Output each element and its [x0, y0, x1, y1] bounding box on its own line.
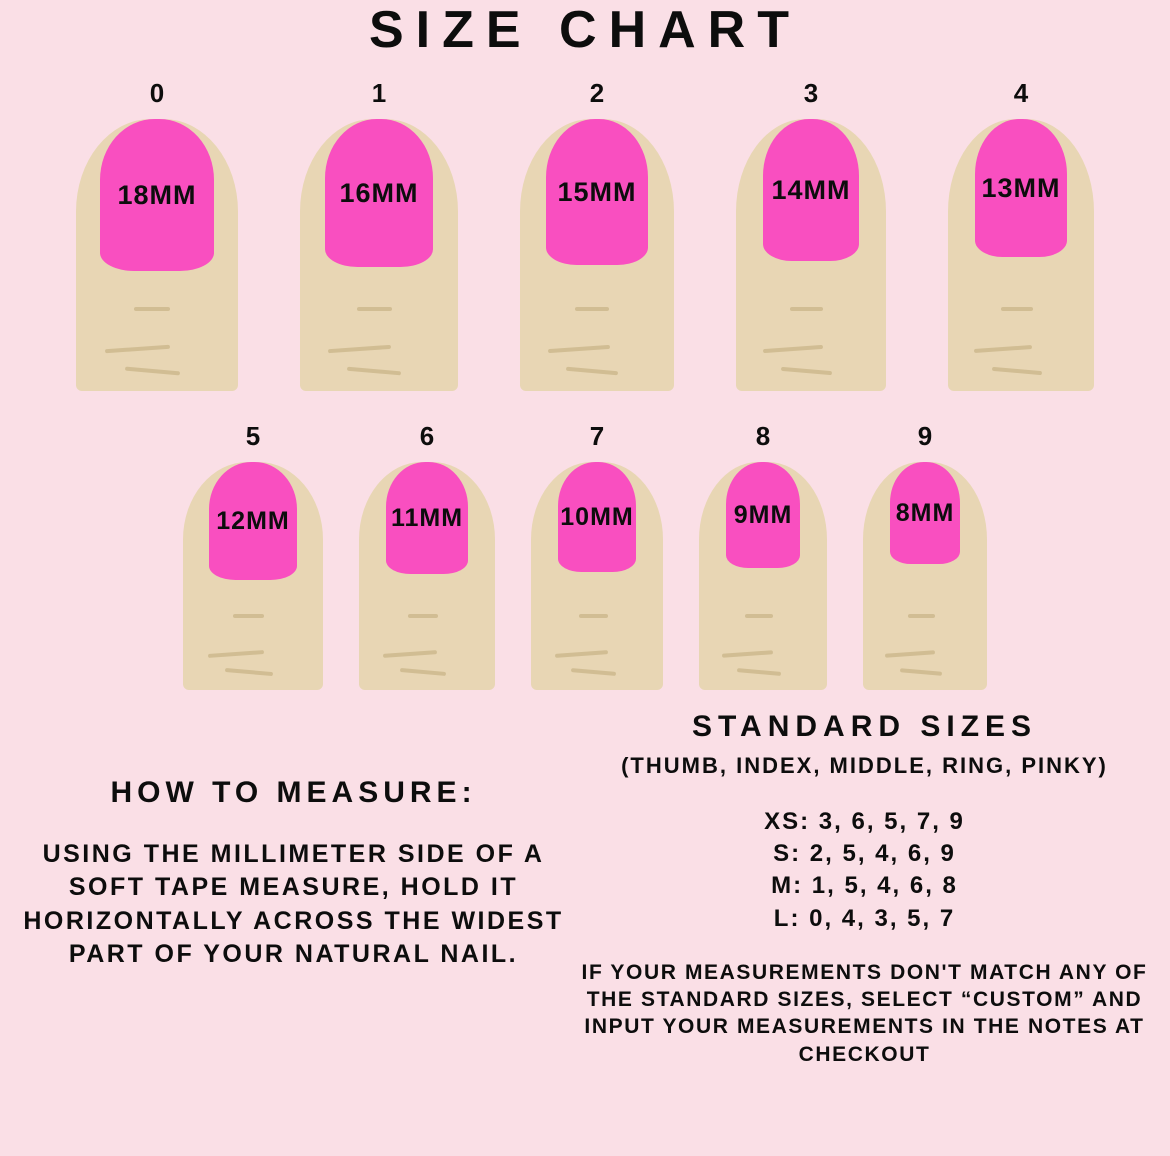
nail-size-row-bottom [0, 421, 1170, 690]
nail-measurement: 10MM [560, 502, 634, 531]
nail-plate [325, 119, 433, 267]
nail-measurement: 18MM [117, 179, 197, 210]
size-label: 2 [589, 78, 605, 108]
finger-illustration [183, 462, 323, 690]
nail-measurement: 14MM [771, 174, 851, 205]
size-label: 4 [1013, 78, 1029, 108]
nail-plate [890, 462, 960, 564]
nail-plate [100, 119, 214, 271]
nail-measurement: 11MM [390, 503, 464, 532]
finger-illustration [359, 462, 495, 690]
standard-size-entry-m: M: 1, 5, 4, 6, 8 [771, 872, 958, 900]
finger-illustration [736, 119, 886, 391]
nail-measurement: 16MM [339, 177, 419, 208]
nail-size-5 [183, 421, 323, 690]
finger-illustration [531, 462, 663, 690]
size-label: 6 [419, 421, 435, 451]
page-title: SIZE CHART [369, 1, 801, 59]
custom-size-note: IF YOUR MEASUREMENTS DON'T MATCH ANY OF THE STANDARD SIZES, SELECT “CUSTOM” AND INPUT YOUR MEASUREMENTS IN THE NOTES AT CHECKOUT [581, 960, 1148, 1066]
nail-size-0 [76, 78, 238, 391]
nail-measurement: 12MM [216, 506, 290, 535]
nail-plate [386, 462, 468, 574]
bottom-info-section [0, 708, 1170, 1068]
standard-size-entry-l: L: 0, 4, 3, 5, 7 [773, 904, 956, 932]
nail-measurement: 9MM [733, 500, 793, 529]
standard-sizes-heading: STANDARD SIZES [691, 710, 1038, 743]
nail-plate [546, 119, 648, 265]
size-label: 7 [589, 421, 605, 451]
nail-size-4 [948, 78, 1094, 391]
finger-illustration [948, 119, 1094, 391]
nail-size-row-top [0, 78, 1170, 391]
finger-illustration [76, 119, 238, 391]
finger-illustration [520, 119, 674, 391]
nail-plate [209, 462, 297, 580]
nail-size-2 [520, 78, 674, 391]
size-label: 3 [803, 78, 819, 108]
how-to-measure-block [14, 708, 573, 972]
nail-size-7 [531, 421, 663, 690]
standard-sizes-subheading: (THUMB, INDEX, MIDDLE, RING, PINKY) [621, 752, 1108, 778]
nail-size-3 [736, 78, 886, 391]
nail-size-9 [863, 421, 987, 690]
finger-illustration [699, 462, 827, 690]
finger-illustration [300, 119, 458, 391]
nail-measurement: 8MM [895, 498, 955, 527]
size-label: 5 [245, 421, 261, 451]
how-to-measure-heading: HOW TO MEASURE: [110, 776, 477, 809]
nail-plate [558, 462, 636, 572]
size-label: 0 [149, 78, 165, 108]
nail-plate [726, 462, 800, 568]
nail-size-8 [699, 421, 827, 690]
standard-sizes-block [573, 708, 1156, 1068]
nail-measurement: 13MM [981, 172, 1061, 203]
standard-size-entry-xs: XS: 3, 6, 5, 7, 9 [764, 808, 965, 836]
nail-size-1 [300, 78, 458, 391]
standard-sizes-list [573, 806, 1156, 935]
standard-size-entry-s: S: 2, 5, 4, 6, 9 [773, 840, 956, 868]
size-label: 8 [755, 421, 771, 451]
how-to-measure-text: USING THE MILLIMETER SIDE OF A SOFT TAPE MEASURE, HOLD IT HORIZONTALLY ACROSS THE WIDEST PART OF YOUR NATURAL NAIL. [23, 839, 564, 968]
nail-plate [763, 119, 859, 261]
finger-illustration [863, 462, 987, 690]
size-label: 1 [371, 78, 387, 108]
nail-plate [975, 119, 1067, 257]
size-label: 9 [917, 421, 933, 451]
nail-measurement: 15MM [557, 176, 637, 207]
nail-size-6 [359, 421, 495, 690]
